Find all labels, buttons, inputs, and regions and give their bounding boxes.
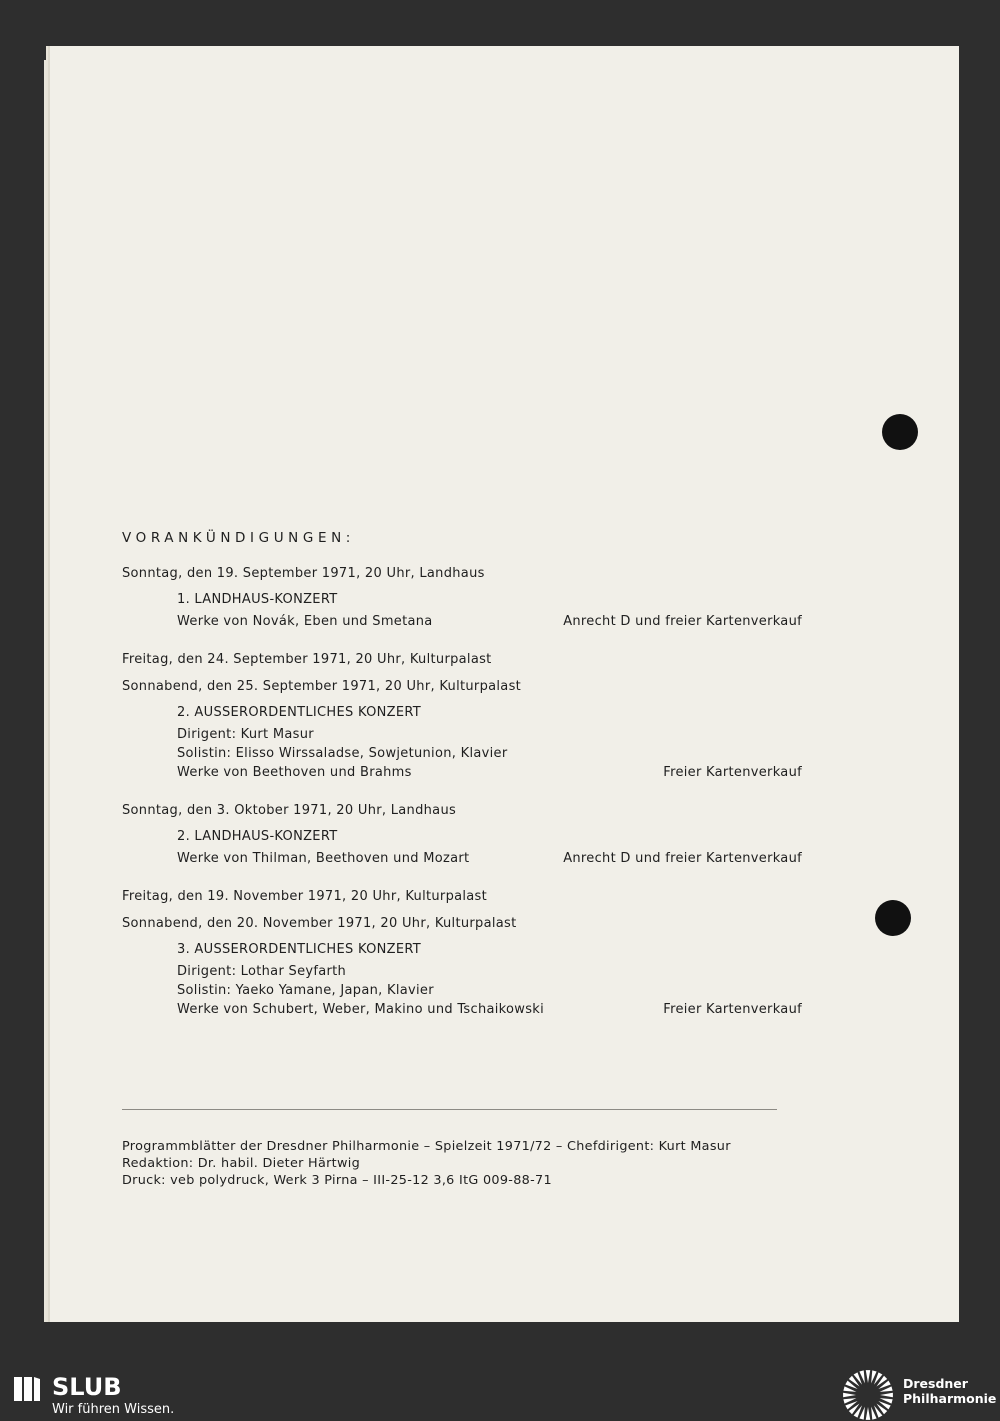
event-block <box>122 887 802 1020</box>
event-date: Freitag, den 19. November 1971, 20 Uhr, Kulturpalast <box>122 889 488 904</box>
divider-line <box>122 1109 777 1110</box>
event-works: Werke von Thilman, Beethoven und Mozart <box>177 851 470 866</box>
event-date: Sonntag, den 19. September 1971, 20 Uhr, Landhaus <box>122 566 485 581</box>
philharmonie-sunburst-icon <box>842 1369 894 1421</box>
event-date: Sonntag, den 3. Oktober 1971, 20 Uhr, Landhaus <box>122 803 457 818</box>
event-details <box>177 591 802 632</box>
event-works-row <box>177 764 802 783</box>
footer-line: Programmblätter der Dresdner Philharmonie – Spielzeit 1971/72 – Chefdirigent: Kurt Masur <box>122 1139 731 1154</box>
event-performer: Dirigent: Lothar Seyfarth <box>177 964 347 979</box>
event-performer: Solistin: Yaeko Yamane, Japan, Klavier <box>177 983 434 998</box>
event-date: Sonnabend, den 20. November 1971, 20 Uhr, Kulturpalast <box>122 916 517 931</box>
announcements <box>122 530 802 1038</box>
event-works: Werke von Beethoven und Brahms <box>177 765 412 780</box>
event-title: 2. AUSSERORDENTLICHES KONZERT <box>177 705 421 720</box>
event-block <box>122 801 802 869</box>
event-list <box>122 564 802 1020</box>
ticket-info: Anrecht D und freier Kartenverkauf <box>563 851 802 866</box>
footer-credits <box>122 1138 802 1189</box>
slub-name: SLUB <box>52 1373 122 1401</box>
footer-line: Redaktion: Dr. habil. Dieter Härtwig <box>122 1156 361 1171</box>
event-works-row <box>177 1001 802 1020</box>
event-performer: Dirigent: Kurt Masur <box>177 727 314 742</box>
event-works-row <box>177 850 802 869</box>
ticket-info: Freier Kartenverkauf <box>663 1002 802 1017</box>
event-works: Werke von Schubert, Weber, Makino und Tschaikowski <box>177 1002 545 1017</box>
punch-hole <box>875 900 911 936</box>
event-title: 3. AUSSERORDENTLICHES KONZERT <box>177 942 421 957</box>
event-works: Werke von Novák, Eben und Smetana <box>177 614 433 629</box>
slub-book-icon <box>12 1374 42 1404</box>
event-details <box>177 941 802 1020</box>
event-date: Sonnabend, den 25. September 1971, 20 Uhr, Kulturpalast <box>122 679 522 694</box>
event-details <box>177 704 802 783</box>
footer-line: Druck: veb polydruck, Werk 3 Pirna – III-25-12 3,6 ItG 009-88-71 <box>122 1173 552 1188</box>
event-works-row <box>177 613 802 632</box>
punch-hole <box>882 414 918 450</box>
event-details <box>177 828 802 869</box>
ticket-info: Anrecht D und freier Kartenverkauf <box>563 614 802 629</box>
philharmonie-name: Dresdner Philharmonie <box>903 1376 997 1406</box>
event-block <box>122 564 802 632</box>
event-title: 2. LANDHAUS-KONZERT <box>177 829 338 844</box>
ticket-info: Freier Kartenverkauf <box>663 765 802 780</box>
event-title: 1. LANDHAUS-KONZERT <box>177 592 338 607</box>
event-performer: Solistin: Elisso Wirssaladse, Sowjetunion, Klavier <box>177 746 508 761</box>
viewer-branding-bar <box>0 1362 1000 1420</box>
event-block <box>122 650 802 783</box>
announcements-heading: VORANKÜNDIGUNGEN: <box>122 530 355 546</box>
slub-slogan: Wir führen Wissen. <box>52 1402 175 1417</box>
event-date: Freitag, den 24. September 1971, 20 Uhr, Kulturpalast <box>122 652 492 667</box>
